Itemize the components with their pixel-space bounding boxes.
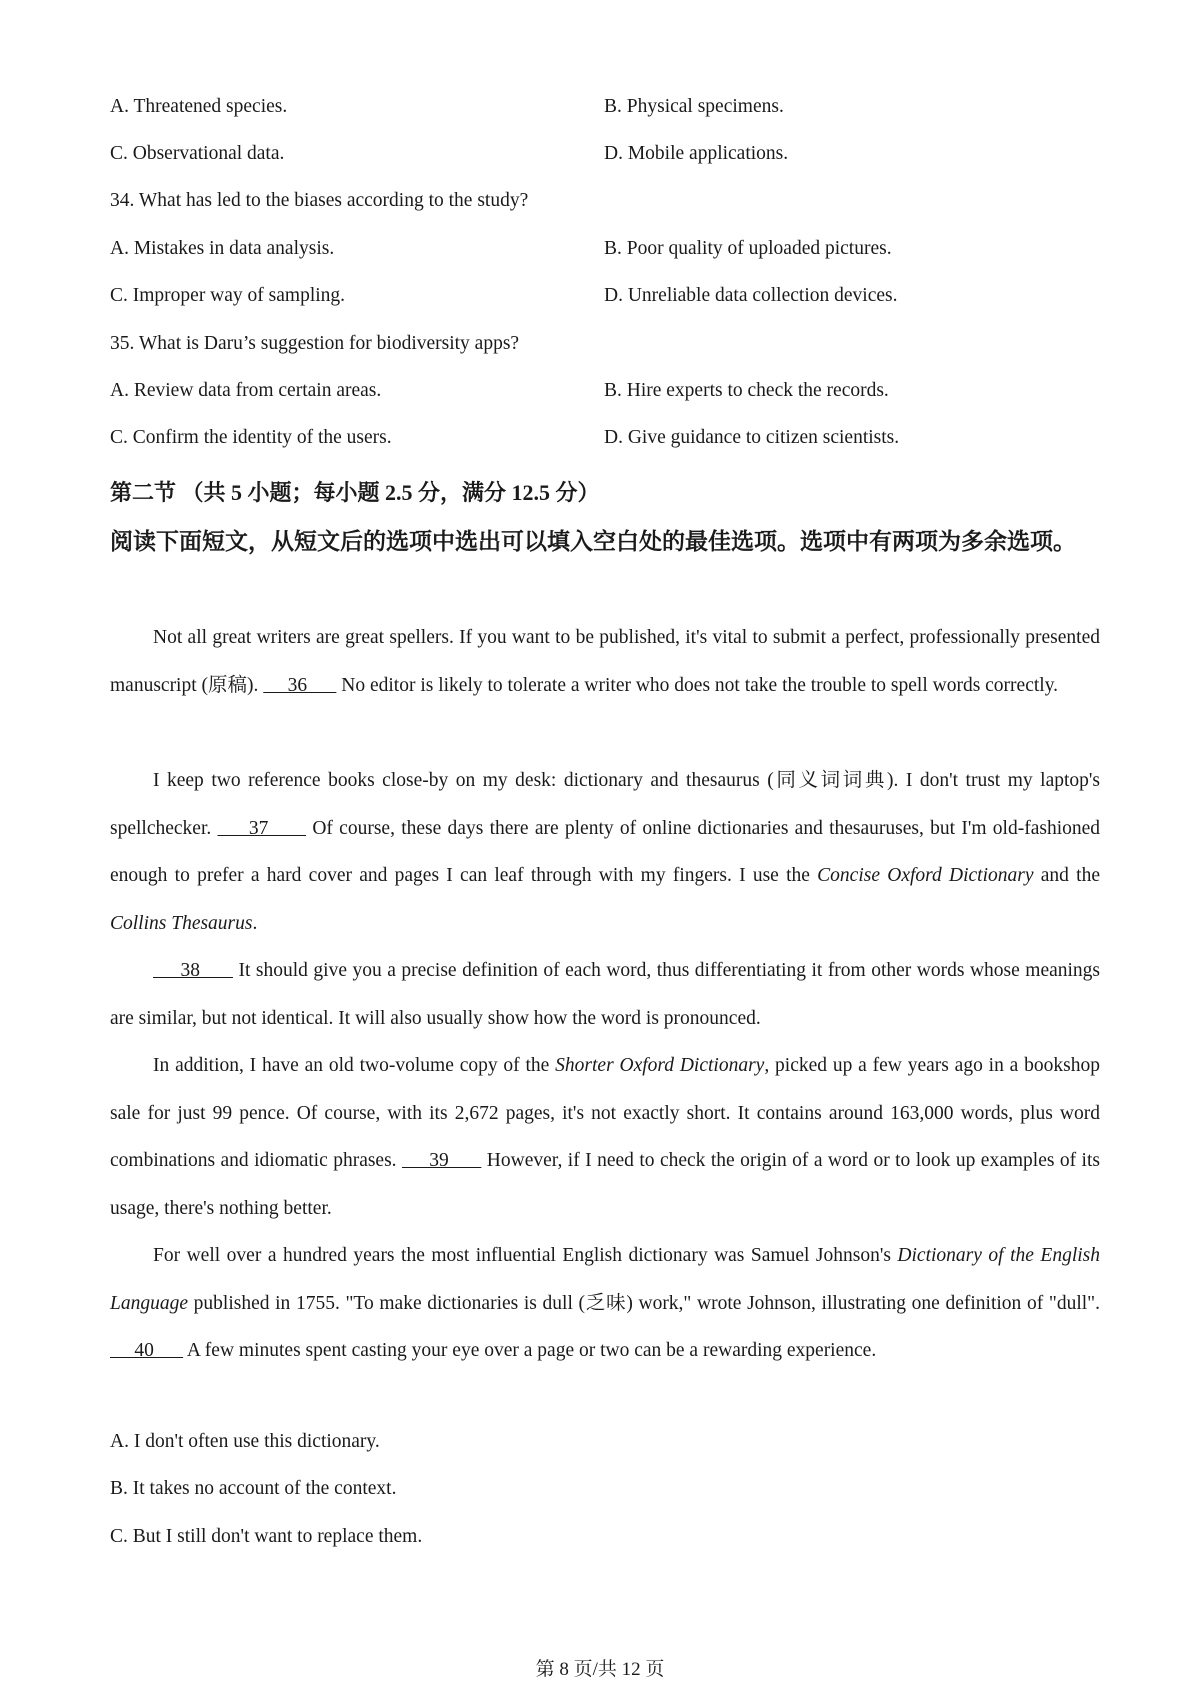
passage-paragraph-2: I keep two reference books close-by on my desk: dictionary and thesaurus (同义词词典). I don't trust my laptop's spellchecker. 37 Of course, these days there are plenty of online dictionaries and thesauruses, but I'm old-fashioned enough to prefer a hard cover and pages I can leaf through with my fingers. I use the Concise Oxford Dictionary and the Collins Thesaurus. (110, 770, 1101, 934)
q34-option-d: D. Unreliable data collection devices. (604, 285, 898, 306)
passage-paragraph-3: 38 It should give you a precise definition of each word, thus differentiating it from other words whose meanings are similar, but not identical. It will also usually show how the word is pronounced. (110, 960, 1101, 1029)
answer-option-b: B. It takes no account of the context. (110, 1478, 397, 1499)
blank-36: 36 (263, 674, 337, 696)
q33-option-d: D. Mobile applications. (604, 143, 789, 164)
passage-paragraph-4: In addition, I have an old two-volume copy of the Shorter Oxford Dictionary, picked up a few years ago in a bookshop sale for just 99 pence. Of course, with its 2,672 pages, it's not exactly short. It contains around 163,000 words, plus word combinations and idiomatic phrases. 39 However, if I need to check the origin of a word or to look up examples of its usage, there's nothing better. (110, 1055, 1100, 1219)
q34-stem: 34. What has led to the biases according to the study? (110, 190, 529, 211)
answer-option-c: C. But I still don't want to replace them. (110, 1526, 423, 1547)
blank-40: 40 (110, 1340, 184, 1362)
page-footer: 第 8 页/共 12 页 (535, 1659, 665, 1680)
answer-option-a: A. I don't often use this dictionary. (110, 1431, 380, 1452)
q35-option-d: D. Give guidance to citizen scientists. (604, 427, 900, 448)
q33-option-c: C. Observational data. (110, 143, 285, 164)
passage-paragraph-1: Not all great writers are great spellers. If you want to be published, it's vital to submit a perfect, professionally presented manuscript (原稿). 36 No editor is likely to tolerate a writer who does not take the trouble to spell words correctly. (110, 627, 1100, 696)
q35-option-a: A. Review data from certain areas. (110, 380, 382, 401)
blank-39: 39 (402, 1150, 482, 1172)
q34-option-a: A. Mistakes in data analysis. (110, 238, 335, 259)
passage-paragraph-5: For well over a hundred years the most influential English dictionary was Samuel Johnson's Dictionary of the English Language published in 1755. "To make dictionaries is dull (乏味) work," wrote Johnson, illustrating one definition of "dull". 40 A few minutes spent casting your eye over a page or two can be a rewarding experience. (110, 1245, 1100, 1362)
q35-stem: 35. What is Daru’s suggestion for biodiversity apps? (110, 333, 520, 354)
blank-38: 38 (153, 960, 233, 981)
q33-option-b: B. Physical specimens. (604, 96, 784, 117)
q35-option-b: B. Hire experts to check the records. (604, 380, 889, 401)
q34-option-c: C. Improper way of sampling. (110, 285, 346, 306)
q33-option-a: A. Threatened species. (110, 96, 288, 117)
section-title: 第二节 （共 5 小题；每小题 2.5 分，满分 12.5 分） (110, 480, 600, 505)
q35-option-c: C. Confirm the identity of the users. (110, 427, 392, 448)
section-instruction: 阅读下面短文，从短文后的选项中选出可以填入空白处的最佳选项。选项中有两项为多余选项。 (110, 529, 1076, 554)
q34-option-b: B. Poor quality of uploaded pictures. (604, 238, 892, 259)
blank-37: 37 (217, 817, 307, 839)
